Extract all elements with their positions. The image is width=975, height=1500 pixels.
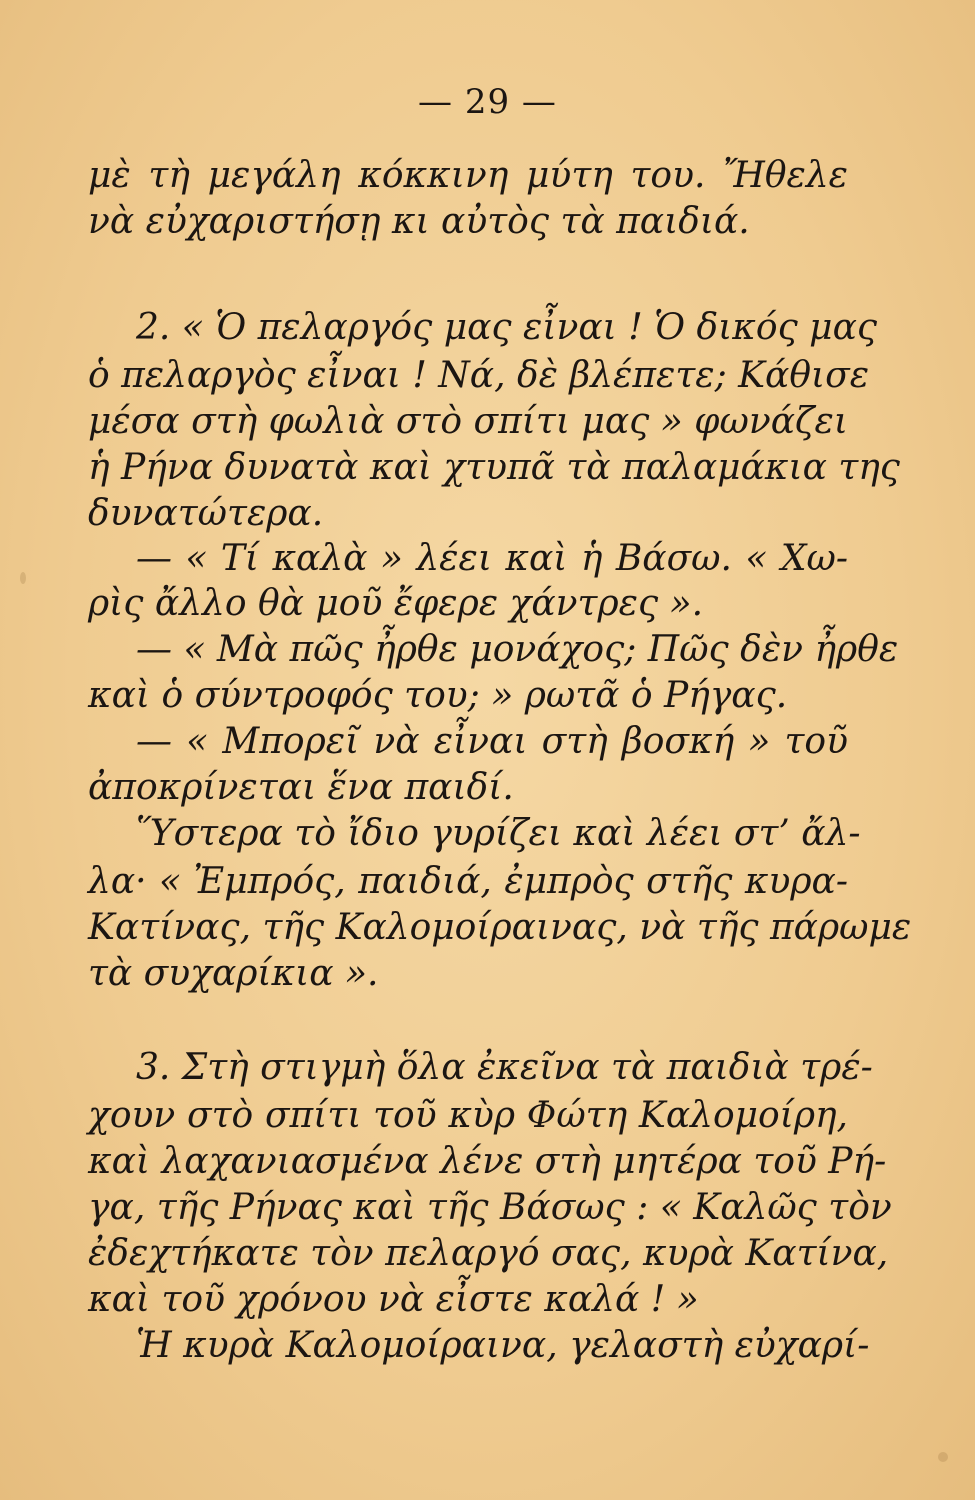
- text-line: τὰ συχαρίκια ».: [88, 953, 379, 994]
- text-line: Ὕστερα τὸ ἴδιο γυρίζει καὶ λέει στ’ ἄλ-: [136, 813, 861, 854]
- text-line: 2. « Ὁ πελαργός μας εἶναι ! Ὁ δικός μας: [136, 307, 878, 348]
- text-line: ὁ πελαργὸς εἶναι ! Νά, δὲ βλέπετε; Κάθισε: [88, 355, 870, 396]
- text-line: Κατίνας, τῆς Καλομοίραινας, νὰ τῆς πάρωμε: [88, 907, 912, 948]
- text-line: — « Μπορεῖ νὰ εἶναι στὴ βοσκή » τοῦ: [136, 721, 848, 762]
- text-line: νὰ εὐχαριστήσῃ κι αὐτὸς τὰ παιδιά.: [88, 201, 750, 242]
- text-line: μὲ τὴ μεγάλη κόκκινη μύτη του. Ἤθελε: [88, 155, 848, 196]
- text-line: λα· « Ἐμπρός, παιδιά, ἐμπρὸς στῆς κυρα-: [88, 861, 848, 902]
- text-line: ἀποκρίνεται ἕνα παιδί.: [88, 767, 514, 808]
- page-number: — 29 —: [418, 82, 557, 122]
- text-line: καὶ τοῦ χρόνου νὰ εἶστε καλά ! »: [88, 1279, 699, 1320]
- text-line: μέσα στὴ φωλιὰ στὸ σπίτι μας » φωνάζει: [88, 401, 848, 442]
- paper-stain: [20, 572, 26, 584]
- paper-stain: [938, 1452, 948, 1462]
- text-line: γα, τῆς Ρήνας καὶ τῆς Βάσως : « Καλῶς τὸν: [88, 1187, 892, 1228]
- text-line: ἡ Ρήνα δυνατὰ καὶ χτυπᾶ τὰ παλαμάκια της: [88, 447, 900, 488]
- text-line: χουν στὸ σπίτι τοῦ κὺρ Φώτη Καλομοίρη,: [88, 1095, 848, 1136]
- text-line: 3. Στὴ στιγμὴ ὅλα ἐκεῖνα τὰ παιδιὰ τρέ-: [136, 1047, 873, 1088]
- text-line: καὶ λαχανιασμένα λένε στὴ μητέρα τοῦ Ρή-: [88, 1141, 887, 1182]
- text-line: δυνατώτερα.: [88, 493, 324, 534]
- text-line: καὶ ὁ σύντροφός του; » ρωτᾶ ὁ Ρήγας.: [88, 675, 788, 716]
- text-line: ἐδεχτήκατε τὸν πελαργό σας, κυρὰ Κατίνα,: [88, 1233, 889, 1274]
- text-line: Ἡ κυρὰ Καλομοίραινα, γελαστὴ εὐχαρί-: [136, 1325, 870, 1366]
- text-line: — « Μὰ πῶς ἦρθε μονάχος; Πῶς δὲν ἦρθε: [136, 629, 899, 670]
- text-line: — « Τί καλὰ » λέει καὶ ἡ Βάσω. « Χω-: [136, 538, 848, 579]
- text-line: ρὶς ἄλλο θὰ μοῦ ἔφερε χάντρες ».: [88, 583, 704, 624]
